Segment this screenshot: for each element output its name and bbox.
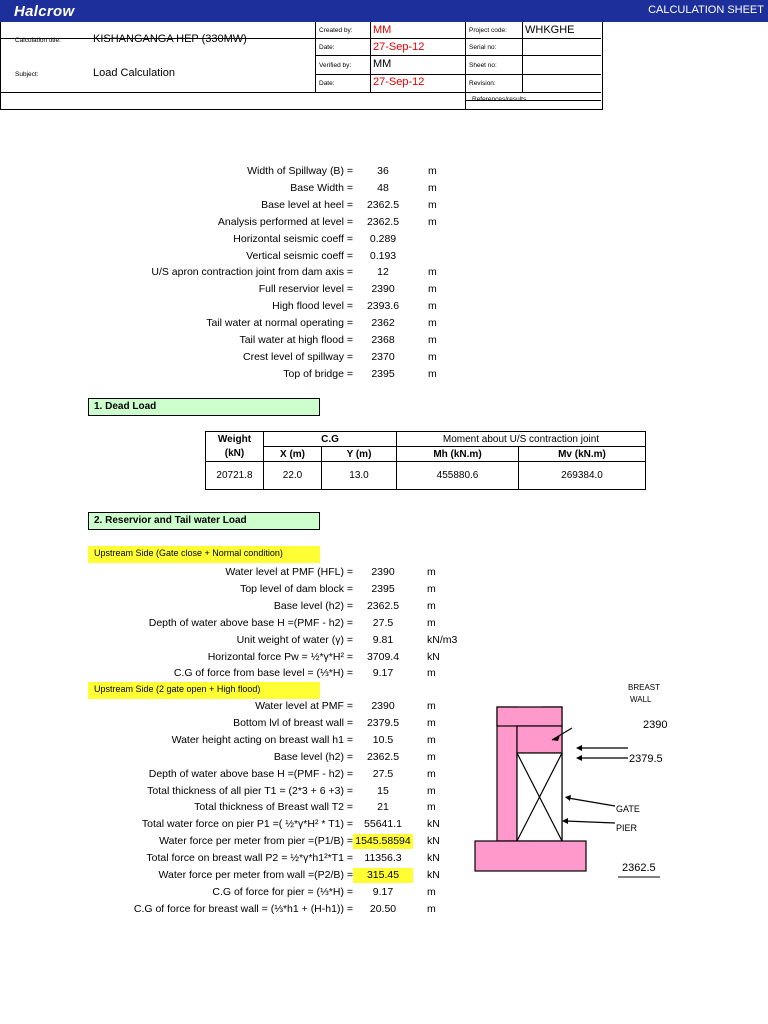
x-value: 22.0 (264, 462, 322, 490)
halcrow-logo: Halcrow (14, 3, 75, 20)
param-value: 2370 (371, 350, 395, 363)
left-pier (497, 707, 517, 841)
y-value: 13.0 (322, 462, 397, 490)
param-unit: m (427, 767, 436, 780)
param-value: 2379.5 (366, 716, 400, 729)
base-slab (475, 841, 586, 871)
param-value: 11356.3 (364, 852, 402, 865)
param-label: Tail water at normal operating = (206, 317, 353, 330)
param-label: U/S apron contraction joint from dam axis = (151, 266, 353, 279)
param-unit: m (427, 700, 436, 712)
param-value: 2390 (371, 283, 395, 296)
param-unit: m (428, 198, 437, 211)
level-base: 2362.5 (622, 862, 656, 874)
param-unit: m (428, 367, 437, 380)
param-label: Vertical seismic coeff = (246, 249, 353, 262)
param-value: 2395 (371, 367, 395, 380)
mv-value: 269384.0 (519, 462, 646, 490)
mv-header: Mv (kN.m) (519, 447, 646, 462)
param-value: 27.5 (372, 767, 394, 780)
param-unit: m (428, 317, 437, 330)
mh-header: Mh (kN.m) (397, 447, 519, 462)
dead-load-title: 1. Dead Load (88, 398, 320, 416)
param-label: Total force on breast wall P2 = ½*γ*h1²*T1 = (146, 852, 353, 865)
param-unit: m (427, 885, 436, 898)
revision-label: Revision: (469, 80, 496, 87)
created-by-label: Created by: (319, 27, 353, 34)
param-label: C.G of force from base level = (⅓*H) = (173, 667, 353, 680)
param-unit: m (428, 165, 437, 177)
param-unit: m (428, 215, 437, 228)
date-label-2: Date: (319, 80, 335, 87)
param-label: Total water force on pier P1 =( ½*γ*H² * T1) = (141, 818, 353, 831)
param-label: Water level at PMF (HFL) = (225, 566, 353, 578)
param-unit: m (427, 733, 436, 746)
param-value: 9.17 (372, 667, 394, 680)
param-value: 1545.58594 (353, 834, 413, 849)
param-value: 0.193 (369, 249, 397, 262)
param-value: 12 (377, 266, 389, 279)
references-label: References/results (472, 96, 527, 103)
param-label: Total thickness of all pier T1 = (2*3 + 6 +3) = (147, 784, 353, 797)
param-label: Analysis performed at level = (217, 215, 353, 228)
param-value: 2390 (371, 700, 395, 712)
param-unit: m (428, 300, 437, 313)
calculation-header (0, 0, 764, 110)
param-label: Horizontal seismic coeff = (233, 232, 353, 245)
mh-value: 455880.6 (397, 462, 519, 490)
project-code-label: Project code: (469, 27, 507, 34)
param-label: Depth of water above base H =(PMF - h2) = (148, 767, 353, 780)
breast-wall-label-1: BREAST (628, 683, 661, 692)
param-value: 27.5 (372, 616, 394, 629)
spillway-diagram (470, 678, 700, 878)
param-unit: kN (427, 852, 440, 865)
param-unit: m (427, 582, 436, 595)
param-label: Total thickness of Breast wall T2 = (194, 801, 353, 814)
level-mid: 2379.5 (629, 753, 663, 765)
date-1: 27-Sep-12 (373, 41, 425, 53)
x-header: X (m) (264, 447, 322, 462)
param-value: 2362.5 (366, 599, 400, 612)
param-label: Bottom lvl of breast wall = (233, 716, 353, 729)
param-label: Water height acting on breast wall h1 = (171, 733, 353, 746)
param-label: Base level (h2) = (273, 599, 353, 612)
param-label: Unit weight of water (γ) = (236, 633, 353, 646)
serial-label: Serial no: (469, 44, 497, 51)
param-unit: m (427, 599, 436, 612)
param-value: 0.289 (369, 232, 397, 245)
param-value: 2362 (371, 317, 395, 330)
subject: Load Calculation (93, 67, 175, 79)
param-label: C.G of force for breast wall = (⅓*h1 + (H-h1)) = (133, 902, 353, 915)
param-label: C.G of force for pier = (⅓*H) = (212, 885, 353, 898)
sheet-label: Sheet no: (469, 62, 497, 69)
param-value: 2362.5 (366, 198, 400, 211)
cg-header: C.G (264, 432, 397, 447)
param-unit: kN (427, 818, 440, 831)
param-unit: kN (427, 869, 440, 881)
param-unit: kN (427, 835, 440, 848)
param-unit: m (428, 266, 437, 279)
param-value: 9.81 (372, 633, 394, 646)
param-unit: m (428, 350, 437, 363)
param-value: 2362.5 (366, 215, 400, 228)
param-unit: m (427, 750, 436, 763)
param-unit: m (427, 667, 436, 680)
param-label: Full reservior level = (258, 283, 353, 296)
param-unit: m (427, 902, 436, 915)
project-code: WHKGHE (525, 24, 575, 36)
param-unit: m (427, 616, 436, 629)
param-label: Base level at heel = (261, 198, 353, 211)
param-label: Top level of dam block = (240, 582, 353, 595)
param-value: 20.50 (369, 902, 397, 915)
param-value: 36 (377, 165, 389, 177)
date-label-1: Date: (319, 44, 335, 51)
param-value: 15 (377, 784, 389, 797)
param-value: 21 (377, 801, 389, 814)
upstream-flood-title: Upstream Side (2 gate open + High flood) (88, 682, 320, 699)
param-value: 3709.4 (366, 650, 400, 663)
moment-header: Moment about U/S contraction joint (397, 432, 646, 447)
param-unit: m (427, 566, 436, 578)
header-bar (0, 0, 768, 22)
param-unit: m (427, 784, 436, 797)
dead-load-table (205, 431, 646, 490)
pier-label: PIER (616, 823, 638, 833)
top-cap (497, 707, 562, 726)
param-value: 2368 (371, 334, 395, 346)
param-value: 55641.1 (364, 818, 402, 831)
calc-title: KISHANGANGA HEP (330MW) (93, 33, 247, 45)
subject-label: Subject: (15, 71, 39, 78)
level-top: 2390 (643, 719, 668, 731)
param-label: Horizontal force Pw = ½*γ*H² = (207, 650, 353, 663)
param-unit: m (428, 334, 437, 346)
param-unit: m (427, 801, 436, 814)
reservoir-title: 2. Reservior and Tail water Load (88, 512, 320, 530)
param-label: Base Width = (290, 181, 353, 194)
param-value: 315.45 (353, 868, 413, 883)
calc-title-label: Calculation title: (15, 37, 61, 44)
weight-value: 20721.8 (206, 462, 264, 490)
param-value: 2362.5 (366, 750, 400, 763)
param-unit: m (428, 283, 437, 296)
param-label: Tail water at high flood = (239, 334, 353, 346)
param-label: Depth of water above base H =(PMF - h2) = (148, 616, 353, 629)
param-label: Width of Spillway (B) = (247, 165, 353, 177)
param-label: Top of bridge = (283, 367, 353, 380)
param-unit: kN (427, 650, 440, 663)
param-unit: kN/m3 (427, 633, 458, 646)
param-value: 9.17 (372, 885, 394, 898)
gate-label: GATE (616, 804, 640, 814)
param-value: 2395 (371, 582, 395, 595)
param-label: Crest level of spillway = (243, 350, 353, 363)
weight-header: Weight (206, 432, 264, 447)
param-label: Water force per meter from wall =(P2/B) = (158, 869, 353, 881)
upstream-normal-title: Upstream Side (Gate close + Normal condition) (88, 546, 320, 563)
created-by: MM (373, 24, 392, 36)
param-unit: m (428, 181, 437, 194)
date-2: 27-Sep-12 (373, 76, 425, 88)
verified-by: MM (373, 58, 392, 70)
verified-by-label: Verified by: (319, 62, 352, 69)
param-value: 2393.6 (366, 300, 400, 313)
param-label: Base level (h2) = (273, 750, 353, 763)
param-unit: m (427, 716, 436, 729)
sheet-title: CALCULATION SHEET (648, 4, 764, 16)
y-header: Y (m) (322, 447, 397, 462)
param-label: High flood level = (272, 300, 353, 313)
param-value: 2390 (371, 566, 395, 578)
param-label: Water level at PMF = (255, 700, 353, 712)
param-value: 48 (377, 181, 389, 194)
param-label: Water force per meter from pier =(P1/B) = (159, 835, 353, 848)
param-value: 10.5 (372, 733, 394, 746)
breast-wall-label-2: WALL (630, 695, 652, 704)
weight-unit-header: (kN) (206, 447, 264, 462)
